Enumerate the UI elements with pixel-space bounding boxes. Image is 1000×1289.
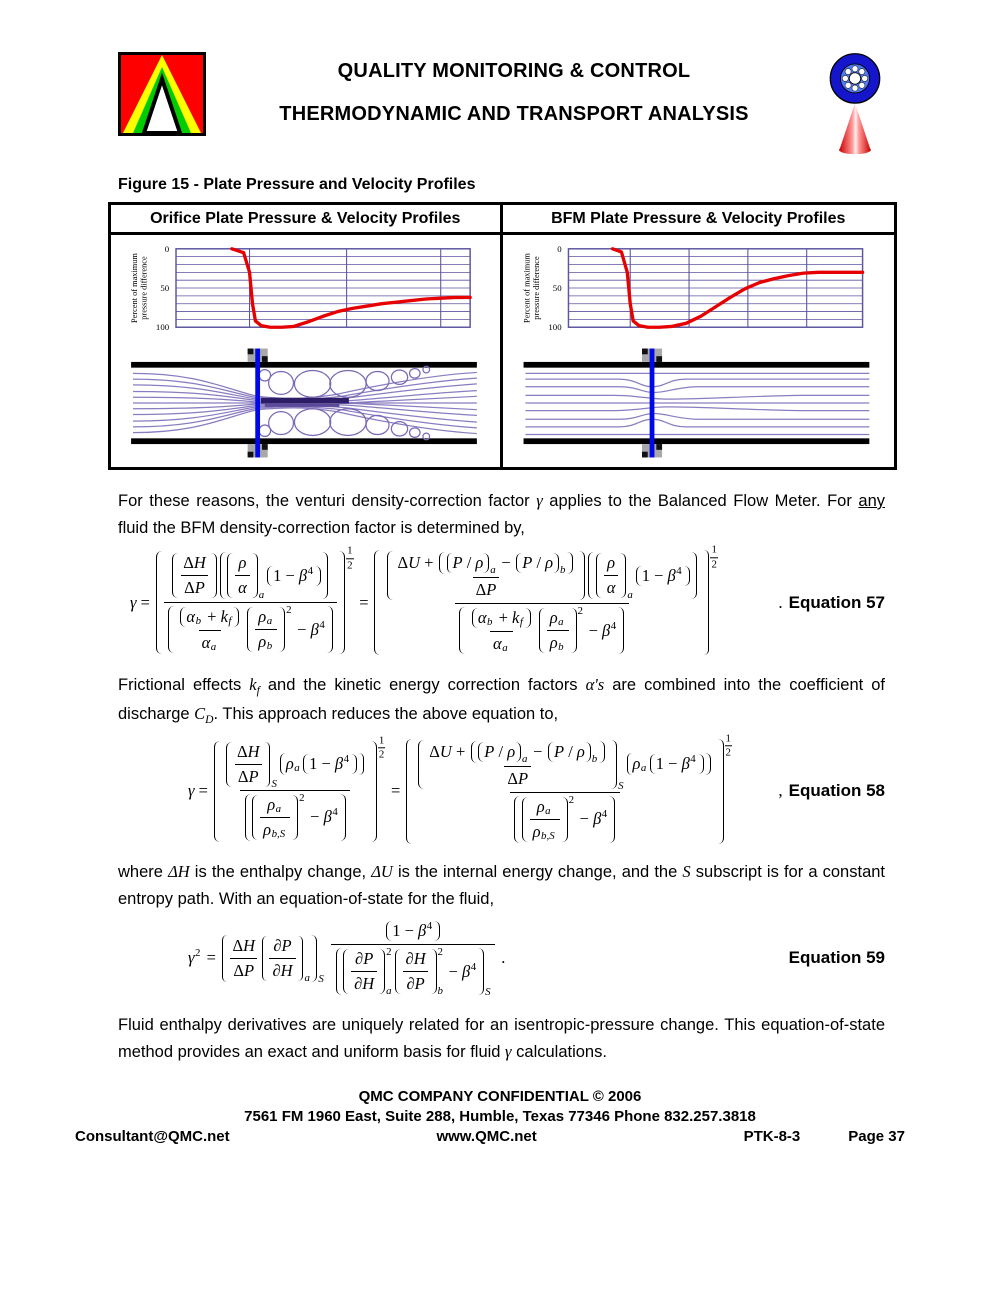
bfm-column: [503, 205, 895, 467]
equation-58-punct: ,: [778, 781, 783, 801]
bfm-chart-wrap: [503, 235, 895, 339]
page-subtitle: THERMODYNAMIC AND TRANSPORT ANALYSIS: [279, 103, 749, 125]
bearing-cone-logo: [822, 52, 888, 156]
orifice-column: [111, 205, 503, 467]
page-title: QUALITY MONITORING & CONTROL: [337, 60, 691, 82]
paragraph-where: where ΔH is the enthalpy change, ΔU is the internal energy change, and the S subscript is for a constant entropy path. With an equation-of-state for the fluid,: [118, 861, 886, 908]
equation-58: γ = Δ H Δ P S ρ a 1 − β 4 ρ a ρ b,S 2 − β 4 $\frac{1}{2}$ = Δ U + P / ρ a − P / ρ b Δ P S ρ a 1 − β 4 ρ a ρ b,S 2 − β 4 $\frac{1}{2}$: [188, 738, 733, 845]
footer-website: www.QMC.net: [436, 1127, 537, 1145]
streamlines: [526, 373, 870, 434]
footer-confidential: QMC COMPANY CONFIDENTIAL © 2006: [358, 1087, 642, 1105]
svg-text:50: 50: [160, 282, 169, 293]
orifice-flow-wrap: [111, 339, 500, 467]
svg-text:50: 50: [553, 282, 562, 293]
footer-page-number: Page 37: [848, 1127, 905, 1145]
equation-58-label: , Equation 58: [778, 781, 885, 801]
equation-59: γ 2 = Δ H Δ P ∂ P ∂ H a S 1 − β 4 ∂ P ∂ H 2 a ∂ H ∂ P 2 b − β 4 S .: [188, 920, 506, 999]
paragraph-intro: For these reasons, the venturi density-correction factor γ applies to the Balanced Flow Meter. For any fluid the BFM density-correction factor is determined by,: [118, 491, 885, 537]
equation-57: γ = Δ H Δ P ρ α a 1 − β 4 α b + k f α a ρ a ρ b 2 − β 4 $\frac{1}{2}$ = Δ U + P / ρ a − P / ρ b Δ P ρ α a 1 − β 4 α b + k f α a ρ a ρ b 2 − β 4 $\frac{1}{2}$: [130, 543, 717, 655]
figure-caption: Figure 15 - Plate Pressure and Velocity Profiles: [118, 176, 476, 193]
svg-text:100: 100: [155, 322, 169, 333]
header-titles: [206, 52, 822, 126]
svg-text:0: 0: [164, 243, 169, 254]
equation-59-row: [118, 920, 885, 999]
svg-text:Percent of maximumpressure dif: Percent of maximumpressure difference: [522, 253, 542, 323]
svg-text:100: 100: [548, 322, 562, 333]
footer-doc-code: PTK-8-3: [743, 1127, 801, 1145]
equation-57-punct: .: [778, 592, 783, 612]
paragraph-conclusion: Fluid enthalpy derivatives are uniquely related for an isentropic-pressure change. This equation-of-state method provides an exact and uniform basis for fluid γ calculations.: [118, 1016, 885, 1062]
orifice-chart-wrap: [111, 235, 500, 339]
bfm-plate: [650, 349, 655, 458]
bfm-panel-title: BFM Plate Pressure & Velocity Profiles: [503, 205, 895, 235]
svg-text:0: 0: [557, 243, 562, 254]
orifice-flow-diagram: [117, 339, 494, 467]
equation-58-row: [118, 732, 885, 845]
footer-right-group: [744, 1128, 905, 1145]
page-header: [0, 0, 1000, 156]
equation-57-label: . Equation 57: [778, 592, 885, 612]
paragraph-friction: Frictional effects $k_f$ and the kinetic energy correction factors α's are combined into the coefficient of discharge $C_D$. This approach reduces the above equation to,: [118, 675, 885, 727]
jet-core: [261, 401, 349, 406]
footer-address: 7561 FM 1960 East, Suite 288, Humble, Texas 77346 Phone 832.257.3818: [244, 1107, 756, 1125]
orifice-panel-title: Orifice Plate Pressure & Velocity Profiles: [111, 205, 500, 235]
svg-text:Percent of maximumpressure dif: Percent of maximumpressure difference: [129, 253, 149, 323]
equation-59-label: Equation 59: [788, 948, 885, 968]
bfm-flow-wrap: [503, 339, 895, 467]
orifice-pressure-chart: [117, 239, 494, 339]
page-footer: [0, 1088, 1000, 1145]
orifice-plate: [255, 349, 260, 458]
qmc-triangle-logo: [118, 52, 206, 136]
footer-contact-row: [0, 1128, 1000, 1145]
bfm-pressure-chart: [508, 239, 888, 339]
equation-57-row: [118, 543, 885, 656]
bfm-flow-diagram: [508, 339, 888, 467]
figure-box: [108, 202, 897, 470]
footer-email: Consultant@QMC.net: [75, 1127, 230, 1145]
